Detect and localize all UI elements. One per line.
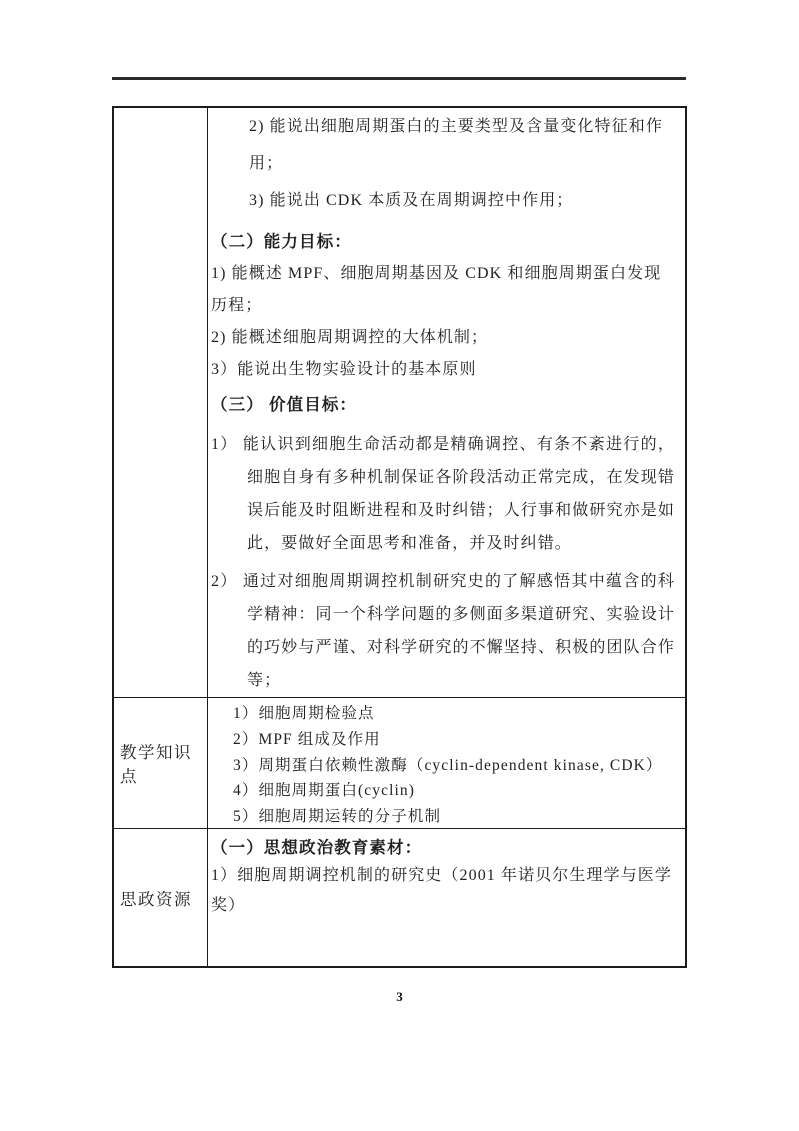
ability-goal-item: 1) 能概述 MPF、细胞周期基因及 CDK 和细胞周期蛋白发现历程； — [211, 265, 662, 314]
ideology-material-item: 1）细胞周期调控机制的研究史（2001 年诺贝尔生理学与医学奖） — [211, 867, 673, 914]
knowledge-point-item: 2）MPF 组成及作用 — [233, 730, 381, 748]
ideology-materials-heading: （一）思想政治教育素材： — [211, 838, 423, 857]
carryover-item: 2) 能说出细胞周期蛋白的主要类型及含量变化特征和作用； — [249, 118, 663, 172]
knowledge-point-item: 4）细胞周期蛋白(cyclin) — [233, 782, 416, 800]
ideology-resources-label — [114, 828, 208, 966]
value-goal-item: 2） 通过对细胞周期调控机制研究史的了解感悟其中蕴含的科学精神：同一个科学问题的多侧面多渠道研究、实验设计的巧妙与严谨、对科学研究的不懈坚持、积极的团队合作 等； — [211, 573, 675, 689]
carryover-item: 3) 能说出 CDK 本质及在周期调控中作用； — [249, 192, 574, 209]
knowledge-point-item: 1）细胞周期检验点 — [233, 705, 375, 722]
knowledge-point-item: 3）周期蛋白依赖性激酶（cyclin-dependent kinase, CDK） — [233, 756, 663, 774]
ability-goals-heading: （二）能力目标： — [211, 232, 352, 251]
knowledge-points-label-text: 教学知识点 — [120, 744, 192, 786]
ability-goal-item: 3）能说出生物实验设计的基本原则 — [211, 361, 477, 378]
row1-label-cell — [114, 108, 208, 697]
ideology-resources-label-text: 思政资源 — [120, 890, 192, 909]
page-number: 3 — [396, 989, 403, 1004]
lesson-plan-table — [112, 106, 687, 968]
ability-goal-item: 2) 能概述细胞周期调控的大体机制； — [211, 329, 489, 346]
knowledge-point-item: 5）细胞周期运转的分子机制 — [233, 808, 442, 826]
knowledge-points-content — [208, 697, 685, 828]
row1-content-cell — [208, 108, 685, 697]
value-goals-heading: （三） 价值目标： — [211, 395, 358, 414]
knowledge-points-label — [114, 697, 208, 828]
value-goal-item: 1） 能认识到细胞生命活动都是精确调控、有条不紊进行的， 细胞自身有多种机制保证各阶段活动正常完成，在发现错误后能及时阻断进程和及时纠错；人行事和做研究亦是如此，要做好全面思考和准备，并及时纠错。 — [211, 436, 675, 552]
header-rule — [112, 77, 686, 80]
ideology-resources-content — [208, 828, 685, 966]
